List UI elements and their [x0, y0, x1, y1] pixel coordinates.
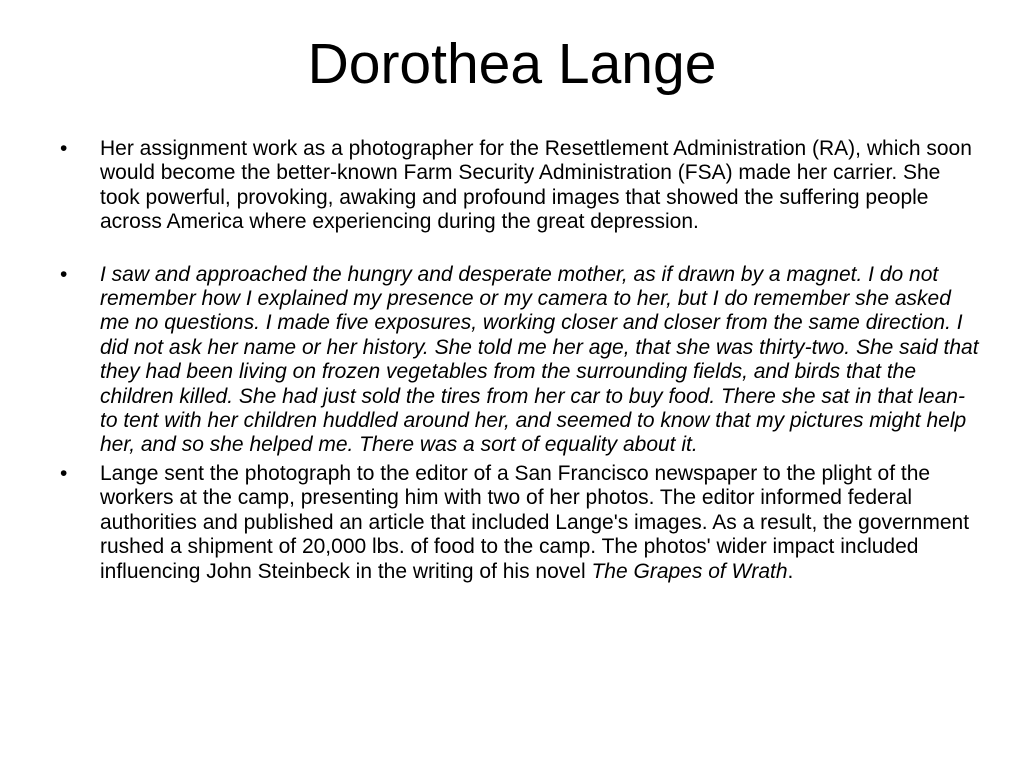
bullet-text-impact: Lange sent the photograph to the editor of a San Francisco newspaper to the plight of the workers at the camp, presenting him with two of her photos. The editor informed federal authorities and published an article that included Lange's images. As a result, the government rushed a shipment of 20,000 lbs. of food to the camp. The photos' wider impact included influencing John Steinbeck in the writing of his novel [100, 461, 970, 583]
book-title: The Grapes of Wrath [591, 559, 788, 583]
bullet-item-assignment [60, 137, 980, 235]
bullet-text-assignment: Her assignment work as a photographer for the Resettlement Administration (RA), which soon would become the better-known Farm Security Administration (FSA) made her carrier. She took powerful, provoking, awaking and profound images that showed the suffering people across America where experiencing during the great depression. [100, 137, 972, 234]
slide-title: Dorothea Lange [307, 32, 717, 96]
bullet-icon: • [60, 461, 68, 485]
bullet-text-impact-end: . [787, 559, 794, 583]
bullet-icon: • [60, 262, 68, 286]
bullet-item-quote [60, 263, 980, 458]
bullet-text-quote: I saw and approached the hungry and desperate mother, as if drawn by a magnet. I do not remember how I explained my presence or my camera to her, but I do remember she asked me no questions. I made five exposures, working closer and closer from the same direction. I did not ask her name or her history. She told me her age, that she was thirty-two. She said that they had been living on frozen vegetables from the surrounding fields, and birds that the children killed. She had just sold the tires from her car to buy food. There she sat in that lean-to tent with her children huddled around her, and seemed to know that my pictures might help her, and so she helped me. There was a sort of equality about it. [100, 262, 979, 457]
bullet-item-impact [60, 462, 980, 584]
bullet-icon: • [60, 137, 68, 160]
bullet-list [60, 137, 980, 584]
